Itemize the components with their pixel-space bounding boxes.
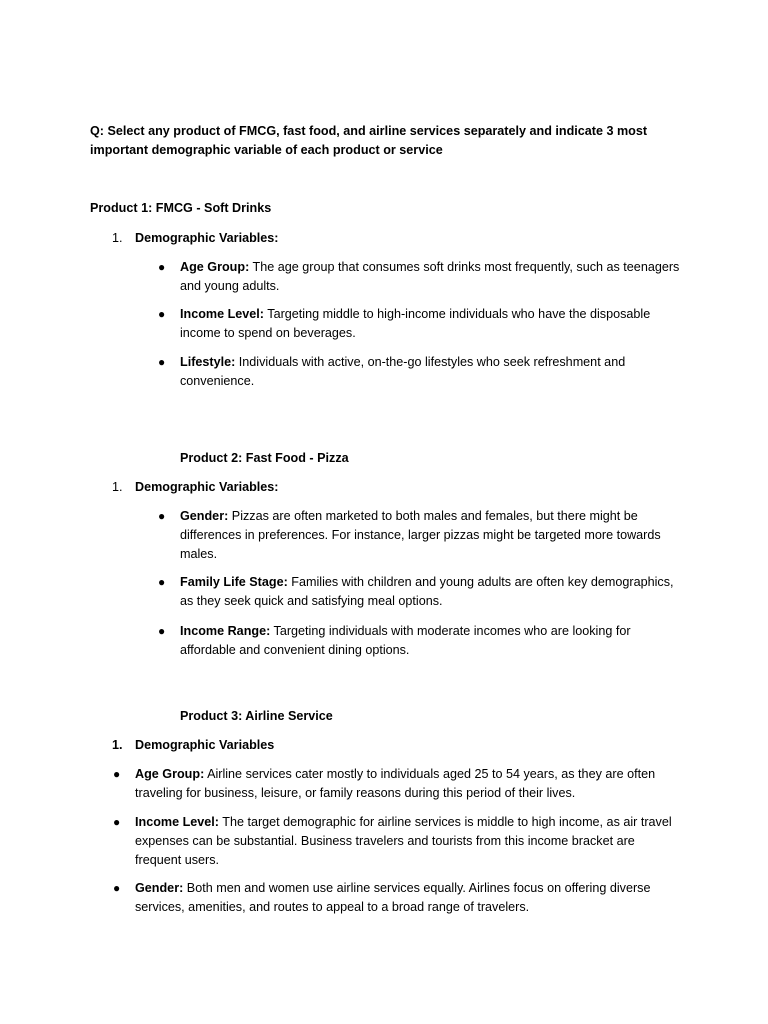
product-1-heading: Product 1: FMCG - Soft Drinks (90, 201, 272, 215)
bullet-text: Income Level: Targeting middle to high-income individuals who have the disposable income to spend on beverages. (180, 307, 651, 340)
list-number: 1. (112, 480, 123, 494)
list-label: Demographic Variables (135, 738, 275, 752)
list-number: 1. (112, 231, 123, 245)
bullet-text: Age Group: The age group that consumes soft drinks most frequently, such as teenagers and young adults. (180, 260, 680, 293)
bullet-text: Family Life Stage: Families with children and young adults are often key demographics, as they seek quick and satisfying meal options. (180, 575, 674, 608)
question-text: Q: Select any product of FMCG, fast food, and airline services separately and indicate 3 most important demographic variable of each product or service (90, 124, 648, 157)
bullet-icon: ● (158, 355, 166, 369)
bullet-text: Income Range: Targeting individuals with moderate incomes who are looking for affordable and convenient dining options. (180, 624, 631, 657)
bullet-icon: ● (158, 307, 166, 321)
bullet-icon: ● (158, 509, 166, 523)
bullet-text: Age Group: Airline services cater mostly to individuals aged 25 to 54 years, as they are often traveling for business, leisure, or family reasons during this period of their lives. (135, 767, 656, 800)
bullet-icon: ● (113, 767, 121, 781)
list-label: Demographic Variables: (135, 231, 279, 245)
bullet-text: Gender: Both men and women use airline services equally. Airlines focus on offering diverse services, amenities, and routes to appeal to a broad range of travelers. (135, 881, 651, 914)
bullet-icon: ● (158, 575, 166, 589)
bullet-text: Gender: Pizzas are often marketed to both males and females, but there might be differences in preferences. For instance, larger pizzas might be targeted more towards males. (180, 509, 661, 561)
product-3-heading: Product 3: Airline Service (180, 709, 333, 723)
bullet-icon: ● (113, 815, 121, 829)
list-label: Demographic Variables: (135, 480, 279, 494)
bullet-icon: ● (113, 881, 121, 895)
bullet-text: Lifestyle: Individuals with active, on-the-go lifestyles who seek refreshment and convenience. (180, 355, 626, 388)
list-number: 1. (112, 738, 123, 752)
product-2-heading: Product 2: Fast Food - Pizza (180, 451, 349, 465)
bullet-icon: ● (158, 624, 166, 638)
bullet-icon: ● (158, 260, 166, 274)
bullet-text: Income Level: The target demographic for airline services is middle to high income, as air travel expenses can be substantial. Business travelers and tourists from this income bracket are frequent users. (135, 815, 672, 867)
